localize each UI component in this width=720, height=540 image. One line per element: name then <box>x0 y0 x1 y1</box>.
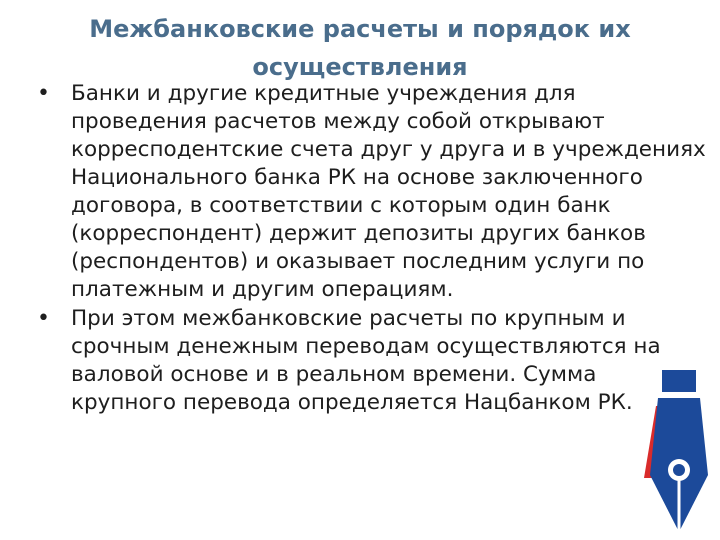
pen-collar <box>662 370 696 392</box>
pen-nib-hole-inner <box>673 464 685 476</box>
bullet-text: Банки и другие кредитные учреждения для проведения расчетов между собой открывают корресподентские счета друг у друга и в учреждениях Национального банка РК на основе заключенного договора, в соответствии с которым один банк (корреспондент) держит депозиты других банков (респондентов) и оказывает последним услуги по платежным и другим операциям. <box>71 81 706 302</box>
bullet-item <box>34 80 706 304</box>
fountain-pen-nib-icon <box>640 360 720 540</box>
bullet-item <box>34 305 706 417</box>
bullet-list <box>34 80 706 418</box>
slide-title: Межбанковские расчеты и порядок их осуществления <box>89 15 631 81</box>
bullet-marker: • <box>37 306 50 331</box>
bullet-marker: • <box>37 81 50 106</box>
bullet-text: При этом межбанковские расчеты по крупным и срочным денежным переводам осуществляются на валовой основе и в реальном времени. Сумма крупного перевода определяется Нацбанком РК. <box>71 306 661 415</box>
pen-collar-stripe <box>660 392 698 398</box>
